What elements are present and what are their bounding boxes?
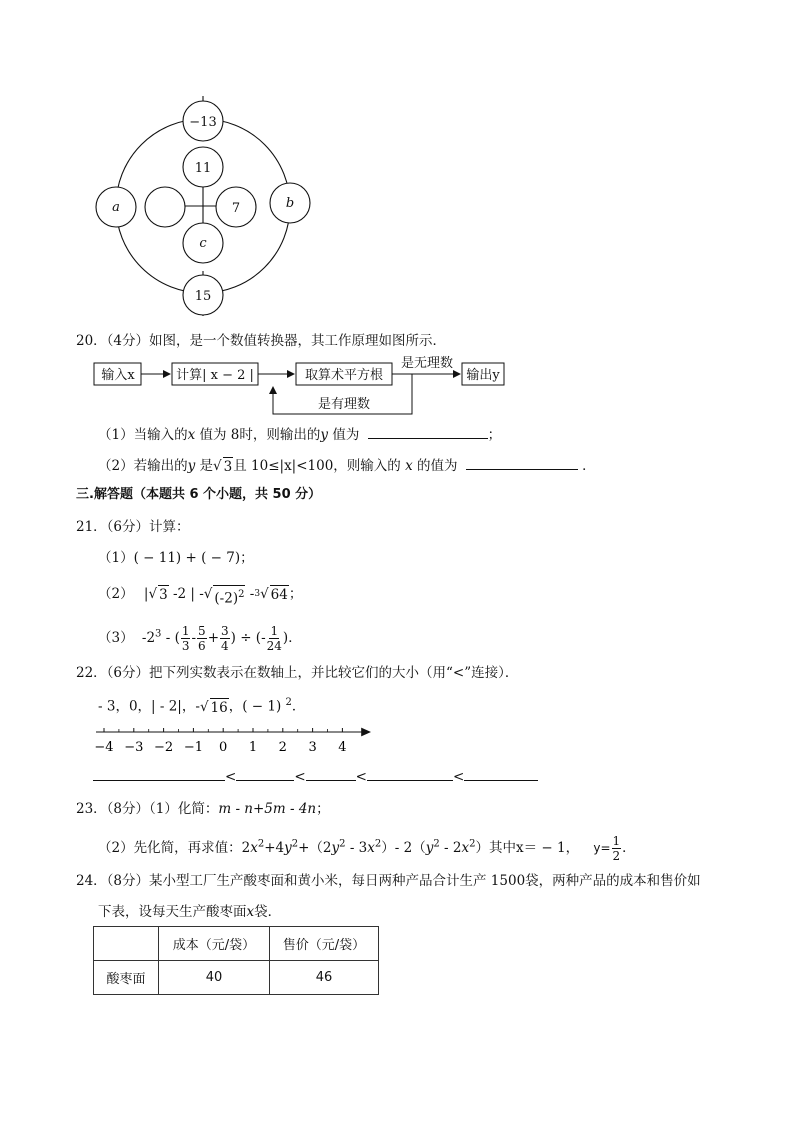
q23-expr1-end: ； xyxy=(316,801,330,817)
q24-stem-line1: 24．（8分）某小型工厂生产酸枣面和黄小米，每日两种产品合计生产 1500袋，两种产品的成本和售价如 xyxy=(76,873,701,889)
flow-irrational-label: 是无理数 xyxy=(400,356,454,371)
axis-tick-label: −1 xyxy=(183,740,203,755)
q21-part2 xyxy=(98,585,302,608)
q22-stem: 22．（6分）把下列实数表示在数轴上，并比较它们的大小（用“<”连接）． xyxy=(76,665,519,681)
table-header-cell xyxy=(94,927,159,961)
q24-stem-2a: 下表，设每天生产酸枣面 xyxy=(98,904,247,920)
node-lower-label: c xyxy=(199,236,207,251)
q20-p2-c: 且 10≤|x|<100，则输入的 xyxy=(233,458,401,474)
q22-lt-4: < xyxy=(452,769,465,785)
q22-answer-line xyxy=(93,766,538,786)
q20-p1-a: （1）当输入的 xyxy=(98,427,188,443)
q23-p2-a: （2）先化简，再求值： xyxy=(98,840,242,856)
cost-price-table xyxy=(93,926,379,995)
table-header-cell: 售价（元/袋） xyxy=(270,927,379,961)
q20-stem: 20．（4分）如图，是一个数值转换器，其工作原理如图所示． xyxy=(76,333,447,349)
q22-lt-1: < xyxy=(225,769,237,785)
table-cell: 46 xyxy=(270,961,379,995)
q22-lt-3: < xyxy=(355,769,367,785)
table-cell: 40 xyxy=(159,961,270,995)
flow-sqrt-label: 取算术平方根 xyxy=(304,368,384,383)
q23-x-value: x＝ − 1 xyxy=(515,840,566,856)
table-header-cell: 成本（元/袋） xyxy=(159,927,270,961)
flow-input-label: 输入x xyxy=(101,368,135,383)
axis-tick-label: 4 xyxy=(338,740,347,755)
section3-title: 三.解答题（本题共 6 个小题，共 50 分） xyxy=(76,487,322,502)
q21-p2-label: （2） xyxy=(98,586,134,602)
q20-answer-blank-1[interactable] xyxy=(368,424,488,439)
axis-tick-label: −3 xyxy=(124,740,144,755)
axis-tick-label: 1 xyxy=(248,740,258,755)
node-bottom-label: 15 xyxy=(194,289,212,304)
q21-p2-expression: | √ 3 -2 | - √ $(-2)^2$ -$^3$ √ 64 ； xyxy=(143,586,303,607)
q23-end: ． xyxy=(622,840,636,856)
q22-blank-4[interactable] xyxy=(367,766,453,781)
flow-rational-label: 是有理数 xyxy=(317,397,371,412)
q20-p2-d: 的值为 xyxy=(417,458,458,474)
q21-part1: （1）( − 11) + ( − 7)； xyxy=(98,550,254,566)
q22-numbers-head: - 3，0，| - 2|， xyxy=(98,698,196,715)
q20-part2: （2）若输出的y 是 √ 3 且 10≤|x|<100，则输入的 x 的值为 ． xyxy=(98,455,596,476)
q20-part1: （1）当输入的x 值为 8时，则输出的y 值为 ； xyxy=(98,424,501,444)
converter-flowchart xyxy=(90,352,520,418)
q24-stem-2b: 袋． xyxy=(254,904,282,920)
q20-p1-b: 值为 8时，则输出的 xyxy=(199,427,321,443)
q23-part2: （2）先化简，再求值：$2x^2+4y^2+(2y^2 - 3x^2)-$ $2(y^2 - 2x^2)$其中x＝ − 1， y= $\frac{1}{2}$ ． xyxy=(98,834,636,863)
table-row xyxy=(94,961,379,995)
q23-part1 xyxy=(76,800,330,818)
circle-figure xyxy=(88,96,318,322)
q23-p2-c: ， xyxy=(565,840,580,856)
q23-y-eq: y= xyxy=(593,841,611,855)
axis-tick-label: −2 xyxy=(154,740,174,755)
q21-p3-label: （3） xyxy=(98,630,134,646)
flow-compute-label: 计算| x − 2 | xyxy=(176,368,254,383)
q23-p2-b: 其中 xyxy=(488,840,516,856)
q21-p3-expression: $-2^3$ - ( $\frac{1}{3}$ - $\frac{5}{6}$ + $\frac{3}{4}$ ) ÷ (- $\frac{1}{24}$ )． xyxy=(141,624,302,653)
node-right-inner-label: 7 xyxy=(231,201,241,216)
table-cell: 酸枣面 xyxy=(94,961,159,995)
q22-lt-2: < xyxy=(294,769,306,785)
axis-tick-label: −4 xyxy=(94,740,114,755)
q22-numbers-tail: ，( − 1) xyxy=(228,698,286,715)
q21-stem: 21．（6分）计算： xyxy=(76,519,190,535)
number-line xyxy=(90,722,380,758)
q24-stem-line2: 下表，设每天生产酸枣面x袋． xyxy=(98,904,282,920)
q20-p2-a: （2）若输出的 xyxy=(98,458,188,474)
q20-answer-blank-2[interactable] xyxy=(466,455,578,470)
q22-blank-5[interactable] xyxy=(464,766,538,781)
q20-p1-end: ； xyxy=(487,427,502,443)
node-left-inner xyxy=(145,187,185,227)
q23-p2-expression: $2x^2+4y^2+(2y^2 - 3x^2)-$ $2(y^2 - 2x^2)$ xyxy=(241,838,489,856)
q20-p1-c: 值为 xyxy=(332,427,360,443)
q22-blank-2[interactable] xyxy=(236,766,294,781)
table-header-row xyxy=(94,927,379,961)
axis-tick-label: 2 xyxy=(278,740,287,755)
q22-blank-3[interactable] xyxy=(306,766,356,781)
q20-p2-end: ． xyxy=(582,458,596,474)
axis-tick-label: 3 xyxy=(308,740,317,755)
q22-numbers: - 3，0，| - 2|，- √ 16 ，( − 1) $^2$． xyxy=(98,697,306,716)
axis-tick-label: 0 xyxy=(219,740,228,755)
q23-expr1: m - n+5m - 4n xyxy=(218,801,317,817)
q23-stem: 23．（8分）（1）化简： xyxy=(76,801,219,817)
q20-p2-b: 是 xyxy=(199,458,214,474)
node-left-outer-label: a xyxy=(112,200,120,215)
node-right-outer-label: b xyxy=(285,196,295,211)
q22-blank-1[interactable] xyxy=(93,766,225,781)
q21-part3 xyxy=(98,624,302,653)
flow-output-label: 输出y xyxy=(466,368,500,383)
node-top-label: −13 xyxy=(189,115,217,130)
node-upper-label: 11 xyxy=(194,161,212,176)
